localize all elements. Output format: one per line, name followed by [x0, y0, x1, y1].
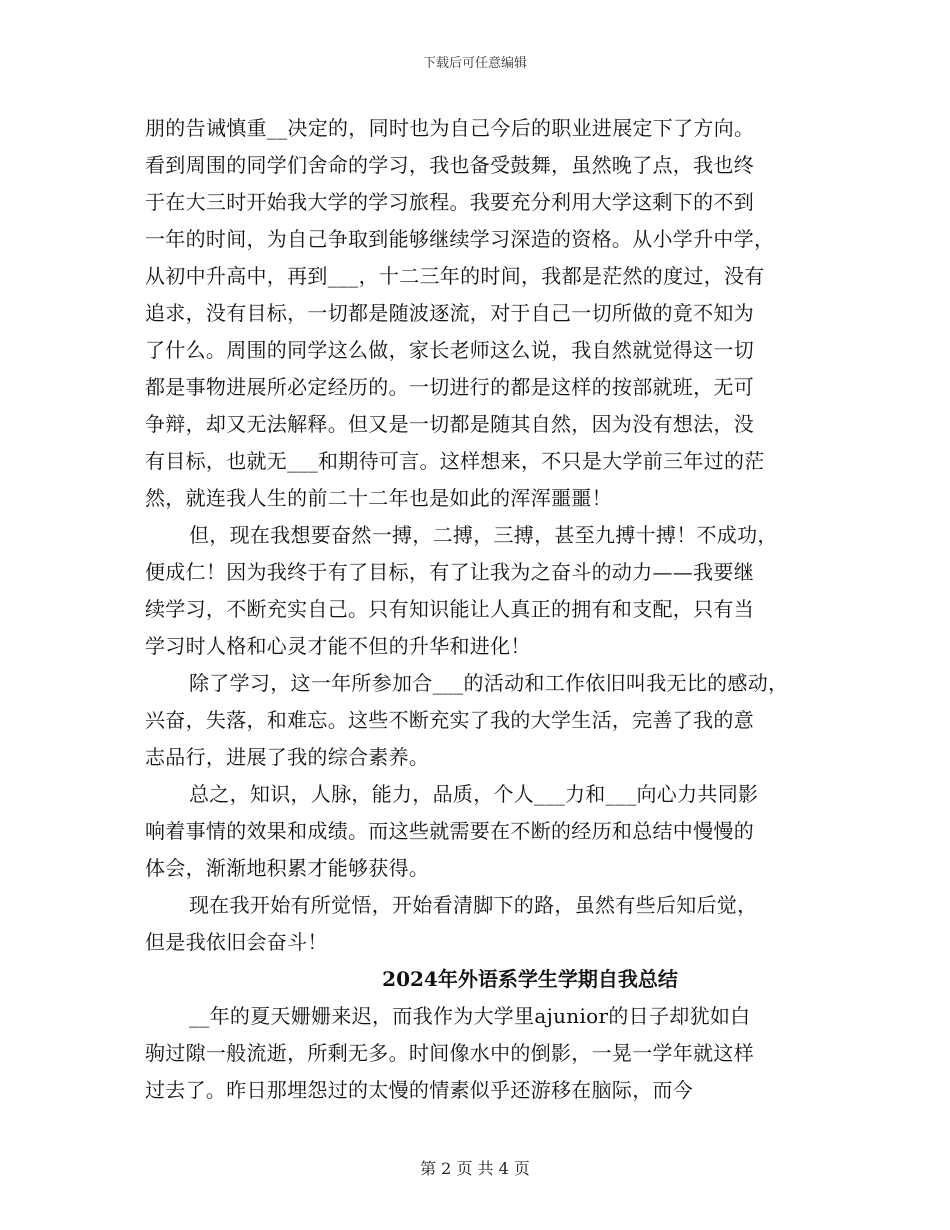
body-line: 有目标，也就无___和期待可言。这样想来，不只是大学前三年过的茫	[145, 449, 765, 473]
body-line: 兴奋，失落，和难忘。这些不断充实了我的大学生活，完善了我的意	[145, 708, 754, 732]
body-line: 都是事物进展所必定经历的。一切进行的都是这样的按部就班，无可	[145, 375, 754, 399]
body-line: 驹过隙一般流逝，所剩无多。时间像水中的倒影，一晃一学年就这样	[145, 1041, 754, 1065]
body-line: 争辩，却又无法解释。但又是一切都是随其自然，因为没有想法，没	[145, 412, 754, 436]
body-line: 朋的告诫慎重__决定的，同时也为自己今后的职业进展定下了方向。	[145, 116, 755, 140]
paragraph-start-line: 现在我开始有所觉悟，开始看清脚下的路，虽然有些后知后觉，	[189, 893, 758, 917]
body-line: 了什么。周围的同学这么做，家长老师这么说，我自然就觉得这一切	[145, 338, 754, 362]
section-title: 2024年外语系学生学期自我总结	[382, 967, 678, 991]
body-line: 过去了。昨日那埋怨过的太慢的情素似乎还游移在脑际，而今	[145, 1078, 694, 1102]
paragraph-start-line: 除了学习，这一年所参加合___的活动和工作依旧叫我无比的感动，	[189, 671, 789, 695]
body-line: 然，就连我人生的前二十二年也是如此的浑浑噩噩！	[145, 486, 612, 510]
page-footer: 第 2 页 共 4 页	[420, 1159, 530, 1178]
body-line: 响着事情的效果和成绩。而这些就需要在不断的经历和总结中慢慢的	[145, 819, 754, 843]
body-line: 于在大三时开始我大学的学习旅程。我要充分利用大学这剩下的不到	[145, 190, 754, 214]
body-line: 续学习，不断充实自己。只有知识能让人真正的拥有和支配，只有当	[145, 597, 754, 621]
body-line: 一年的时间，为自己争取到能够继续学习深造的资格。从小学升中学，	[145, 227, 775, 251]
paragraph-start-line: 总之，知识，人脉，能力，品质，个人___力和___向心力共同影	[189, 782, 759, 806]
paragraph-start-line: __年的夏天姗姗来迟，而我作为大学里ajunior的日子却犹如白	[189, 1004, 751, 1028]
body-line: 看到周围的同学们舍命的学习，我也备受鼓舞，虽然晚了点，我也终	[145, 153, 754, 177]
body-line: 从初中升高中，再到___，十二三年的时间，我都是茫然的度过，没有	[145, 264, 765, 288]
body-line: 追求，没有目标，一切都是随波逐流，对于自己一切所做的竟不知为	[145, 301, 754, 325]
paragraph-start-line: 但，现在我想要奋然一搏，二搏，三搏，甚至九搏十搏！不成功，	[189, 523, 778, 547]
page-header: 下载后可任意编辑	[422, 56, 527, 71]
body-line: 志品行，进展了我的综合素养。	[145, 745, 430, 769]
body-line: 学习时人格和心灵才能不但的升华和进化！	[145, 634, 531, 658]
body-line: 体会，渐渐地积累才能够获得。	[145, 856, 430, 880]
body-line: 但是我依旧会奋斗！	[145, 930, 328, 954]
document-body	[145, 110, 835, 1109]
body-line: 便成仁！因为我终于有了目标，有了让我为之奋斗的动力——我要继	[145, 560, 754, 584]
